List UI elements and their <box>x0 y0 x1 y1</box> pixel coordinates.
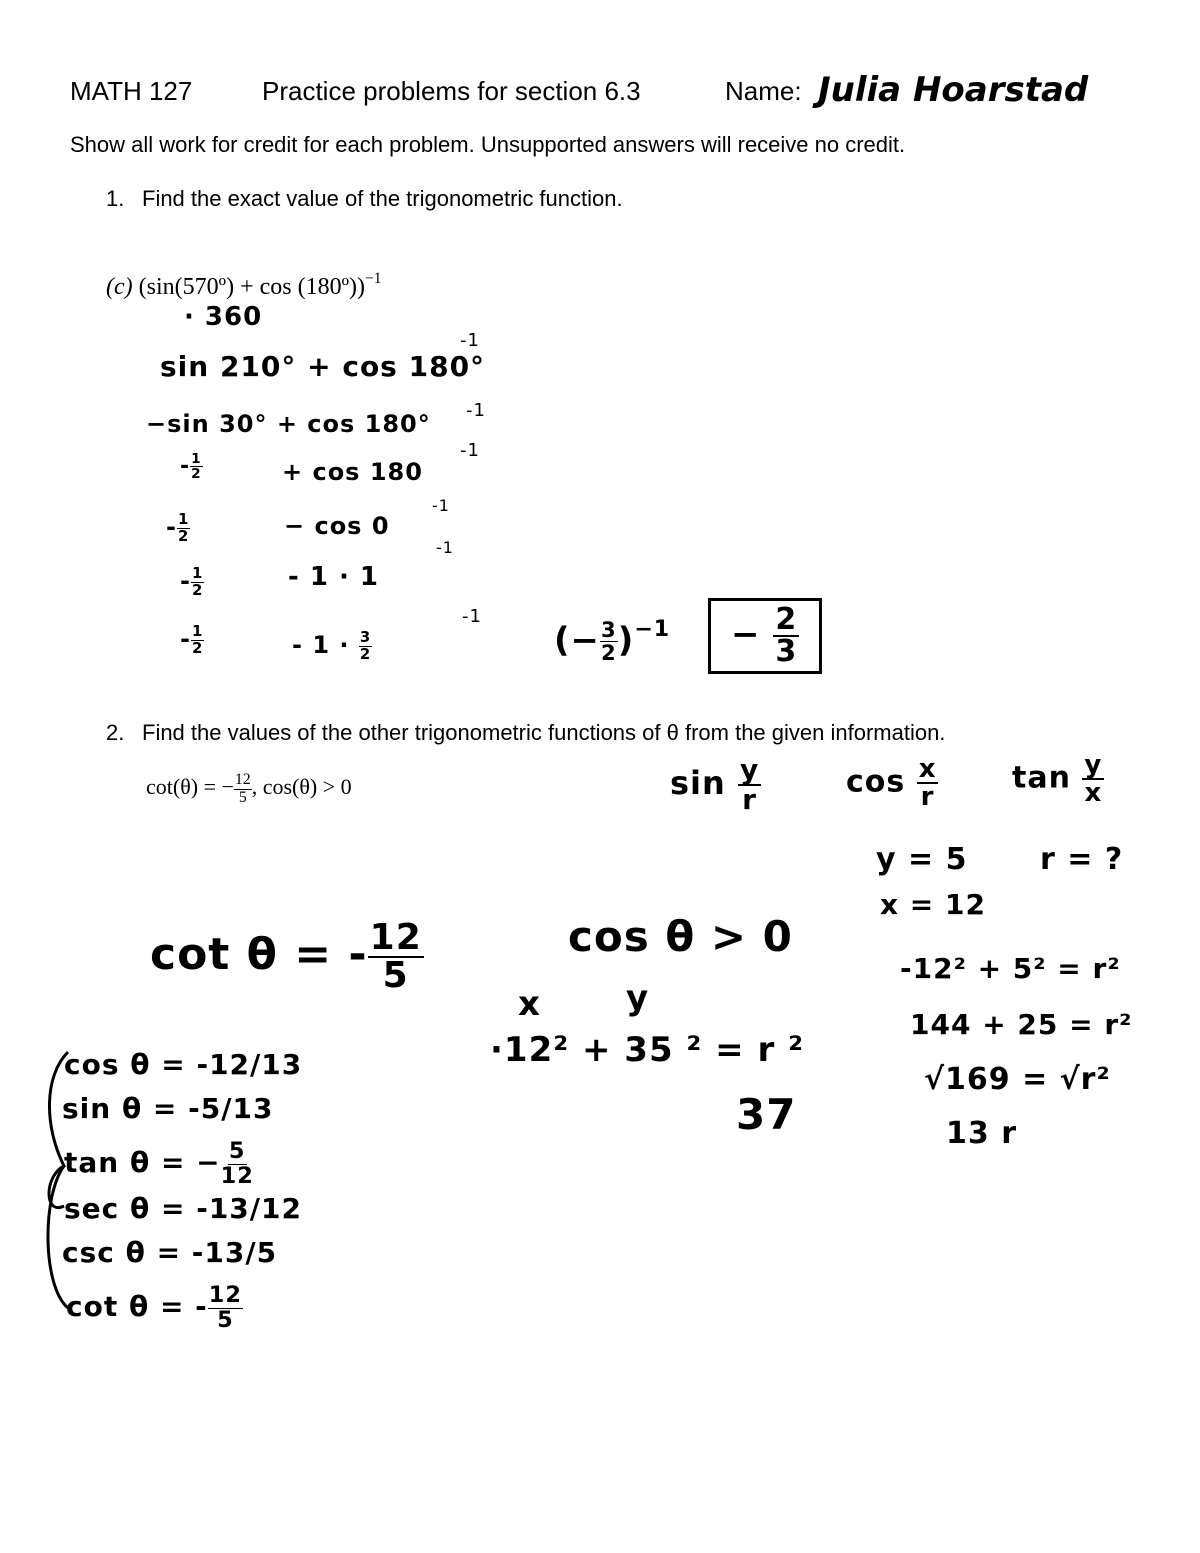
work-2-pyth-a: ·12² + 35 ² = r ² <box>490 1030 804 1070</box>
work-1-line-4-rest: + cos 180 <box>282 458 423 486</box>
work-2-r: r = ? <box>1040 842 1124 877</box>
name-label: Name: <box>725 76 802 106</box>
problem-2-given: cot(θ) = − $\frac{12}{5}$ , cos(θ) > 0 <box>146 771 352 806</box>
ratio-sin: sin $\frac{y}{r}$ <box>670 753 760 816</box>
work-1-line-4: - $\frac{1}{2}$ <box>180 451 202 483</box>
work-2-cot: cot θ = - $\frac{12}{5}$ <box>150 917 422 996</box>
work-2-x: x = 12 <box>880 888 986 921</box>
result-sec: sec θ = -13/12 <box>64 1192 302 1225</box>
problem-1-prompt: Find the exact value of the trigonometric function. <box>142 186 623 211</box>
result-sin: sin θ = -5/13 <box>62 1092 274 1125</box>
work-1-inverse: (− $\frac{3}{2}$ )$^{-1}$ <box>554 616 671 666</box>
course-code: MATH 127 <box>70 76 193 106</box>
result-cos: cos θ = -12/13 <box>64 1048 303 1081</box>
expression-exponent: −1 <box>365 270 382 287</box>
work-2-pyth-2: 144 + 25 = r² <box>910 1008 1133 1041</box>
problem-2-number: 2. <box>106 720 125 745</box>
work-1-line-1: · 360 <box>184 302 263 332</box>
result-csc: csc θ = -13/5 <box>62 1236 278 1269</box>
work-2-pyth-1: -12² + 5² = r² <box>900 952 1121 985</box>
work-1-line-6-exp: -1 <box>436 538 454 557</box>
work-1-line-5-exp: -1 <box>432 496 450 515</box>
work-2-y: y = 5 <box>876 842 968 877</box>
work-1-line-3: −sin 30° + cos 180° <box>146 410 431 438</box>
work-2-pyth-3: √169 = √r² <box>924 1062 1111 1097</box>
page-title: Practice problems for section 6.3 <box>262 76 641 106</box>
work-1-line-7: - $\frac{1}{2}$ <box>180 622 204 657</box>
expression-body: (sin(570º) + cos (180º)) <box>138 273 366 300</box>
work-1-line-3-exp: -1 <box>466 400 486 421</box>
part-label: (c) <box>106 273 133 300</box>
problem-2-prompt: Find the values of the other trigonometric functions of θ from the given information. <box>142 720 946 745</box>
result-cot: cot θ = - $\frac{12}{5}$ <box>66 1282 242 1333</box>
work-1-line-6: - $\frac{1}{2}$ <box>180 564 204 599</box>
work-1-line-6-rest: - 1 · 1 <box>288 562 380 592</box>
ratio-tan: tan $\frac{y}{x}$ <box>1012 750 1103 808</box>
result-tan: tan θ = − $\frac{5}{12}$ <box>64 1138 254 1189</box>
work-2-cos-positive: cos θ > 0 <box>568 912 793 961</box>
work-1-line-7-exp: -1 <box>462 606 482 627</box>
work-1-line-2-exp: -1 <box>460 330 480 351</box>
name-signature: Julia Hoarstad <box>818 70 1089 110</box>
ratio-cos: cos $\frac{x}{r}$ <box>846 754 937 812</box>
problem-1-number: 1. <box>106 186 125 211</box>
work-1-line-5: - $\frac{1}{2}$ <box>166 510 190 545</box>
final-answer-box: − $\frac{2}{3}$ <box>708 598 822 674</box>
work-1-line-2: sin 210° + cos 180° <box>160 350 486 383</box>
work-2-y-label: y <box>626 978 650 1018</box>
work-2-pyth-4: 13 r <box>946 1116 1017 1151</box>
work-2-x-label: x <box>518 984 541 1024</box>
instructions: Show all work for credit for each problem. Unsupported answers will receive no credit. <box>70 132 906 157</box>
work-1-line-5-rest: − cos 0 <box>284 512 390 540</box>
work-2-thirtyseven: 37 <box>736 1090 797 1139</box>
work-1-line-4-exp: -1 <box>460 440 480 461</box>
problem-1-expression <box>106 270 382 301</box>
work-1-line-7-rest: - 1 · $\frac{3}{2}$ <box>292 628 372 663</box>
